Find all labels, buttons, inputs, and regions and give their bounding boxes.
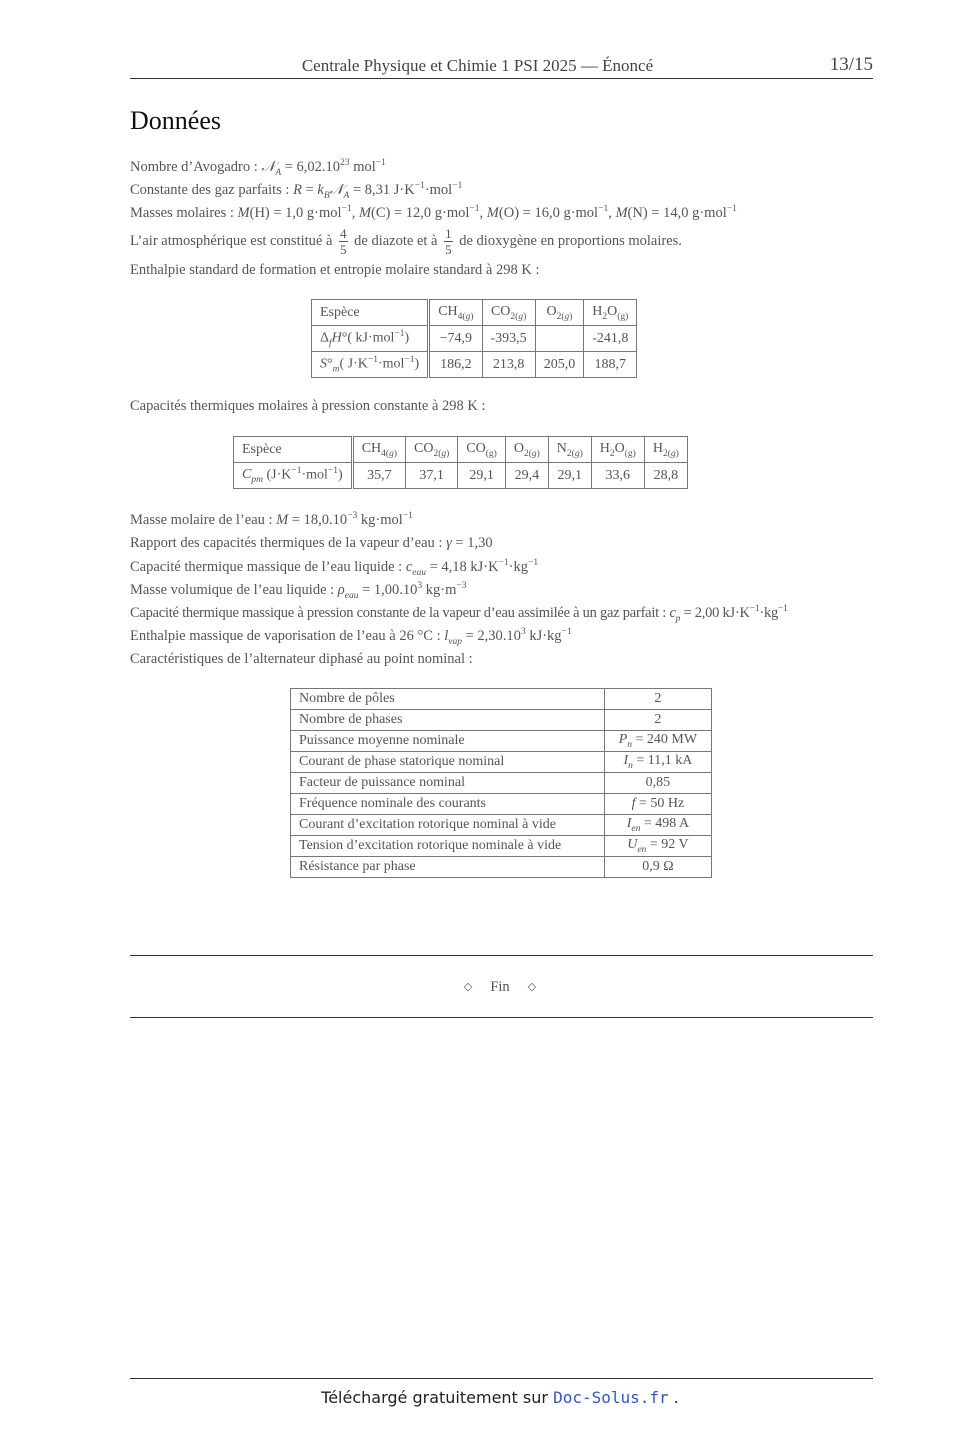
table-row: Nombre de phases 2	[291, 710, 712, 731]
gamma-line: Rapport des capacités thermiques de la vapeur d’eau : γ = 1,30	[130, 535, 493, 551]
table-row: Facteur de puissance nominal 0,85	[291, 773, 712, 794]
gaz-constant-line: Constante des gaz parfaits : $R = k_B𝒩_A = 8,31$ $J\cdot K^{-1}\cdot mol^{-1}$	[130, 181, 463, 201]
footer: Téléchargé gratuitement sur Doc-Solus.fr .	[321, 1388, 679, 1407]
enthalpie-line: Enthalpie standard de formation et entropie molaire standard à 298 K :	[130, 262, 540, 278]
table-row: Fréquence nominale des courants f = 50 Hz	[291, 794, 712, 815]
fraction-1-5: $\frac{1}{5}$	[445, 226, 452, 257]
table-row: Puissance moyenne nominale $P_n = 240$ MW	[291, 731, 712, 752]
fin-marker: ◇ Fin ◇	[463, 979, 537, 995]
table-row: Courant de phase statorique nominal $I_n = 11,1$ kA	[291, 752, 712, 773]
fraction-4-5: $\frac{4}{5}$	[340, 226, 347, 257]
avogadro-line: Nombre d’Avogadro : 𝒩$_A$ = $6,02.10^{23}$ mol$^{-1}$	[130, 158, 386, 178]
section-heading: Données	[130, 106, 221, 135]
cp-line: Capacité thermique massique à pression constante de la vapeur d’eau assimilée à un gaz parfait : $c_p = 2,00$ $kJ\cdot K^{-1}\cdot kg^{-1}$	[130, 604, 788, 624]
divider-top	[130, 955, 873, 956]
table-row: Tension d’excitation rotorique nominale à vide $U_{en} = 92$ V	[291, 836, 712, 857]
table-row: Nombre de pôles 2	[291, 689, 712, 710]
entropy-label: $S^\circ_m$( $J\cdot K^{-1}\cdot mol^{-1}$)	[312, 352, 429, 378]
masse-eau-line: Masse molaire de l’eau : $M = 18,0.10^{-3}$ kg·mol$^{-1}$	[130, 511, 413, 528]
ceau-line: Capacité thermique massique de l’eau liquide : $c_{eau} = 4,18$ $kJ\cdot K^{-1}\cdot kg^{-1}$	[130, 558, 539, 578]
footer-rule	[130, 1378, 873, 1379]
rho-line: Masse volumique de l’eau liquide : $\rho_{eau} = 1,00.10^3$ $kg\cdot m^{-3}$	[130, 581, 467, 601]
doc-solus-link[interactable]: Doc-Solus.fr	[553, 1388, 669, 1407]
masses-line: Masses molaires : M(H) = 1,0 g·mol$^{-1}$, M(C) = 12,0 g·mol$^{-1}$, M(O) = 16,0 g·mol$^{-1}$, M(N) = 14,0 g·mol$^{-1}$	[130, 204, 737, 221]
table-row: Résistance par phase 0,9 Ω	[291, 857, 712, 878]
heat-capacity-table: Espèce $CH_{4(g)}$ $CO_{2(g)}$ $CO_{(g)}$ $O_{2(g)}$ $N_{2(g)}$ $H_2O_{(g)}$ $H_{2(g)}$ $C_{pm}$ $(J\cdot K^{-1}\cdot mol^{-1})$ 35,7 37,1 29,1 29,4 29,1 33,6 28,8	[233, 436, 688, 489]
cpm-label: $C_{pm}$ $(J\cdot K^{-1}\cdot mol^{-1})$	[234, 463, 353, 489]
lvap-line: Enthalpie massique de vaporisation de l’eau à 26 °C : $l_{vap} = 2,30.10^3$ $kJ\cdot kg^{-1}$	[130, 627, 572, 647]
thermo-table: Espèce $CH_{4(g)}$ $CO_{2(g)}$ $O_{2(g)}$ $H_2O_{(g)}$ $\Delta_fH^\circ$( kJ·mol$^{-1}$) −74,9 -393,5 -241,8 $S^\circ_m$( $J\cdot K^{-1}\cdot mol^{-1}$) 186,2 213,8 205,0 188,7	[311, 299, 637, 378]
alternateur-line: Caractéristiques de l’alternateur diphasé au point nominal :	[130, 651, 473, 667]
capacites-line: Capacités thermiques molaires à pression constante à 298 K :	[130, 398, 486, 414]
alternator-table	[290, 688, 712, 878]
enthalpy-label: $\Delta_fH^\circ$( kJ·mol$^{-1}$)	[312, 326, 429, 352]
divider-bottom	[130, 1017, 873, 1018]
header-title: Centrale Physique et Chimie 1 PSI 2025 — Énoncé	[301, 56, 654, 75]
table-row: Courant d’excitation rotorique nominal à vide $I_{en} = 498$ A	[291, 815, 712, 836]
diamond-icon: ◇	[527, 981, 537, 993]
page-header	[130, 52, 873, 79]
page-number: 13/15	[829, 54, 873, 75]
air-line: L’air atmosphérique est constitué à $\frac{4}{5}$ de diazote et à $\frac{1}{5}$ de dioxygène en proportions molaires.	[130, 226, 682, 257]
diamond-icon: ◇	[463, 981, 473, 993]
